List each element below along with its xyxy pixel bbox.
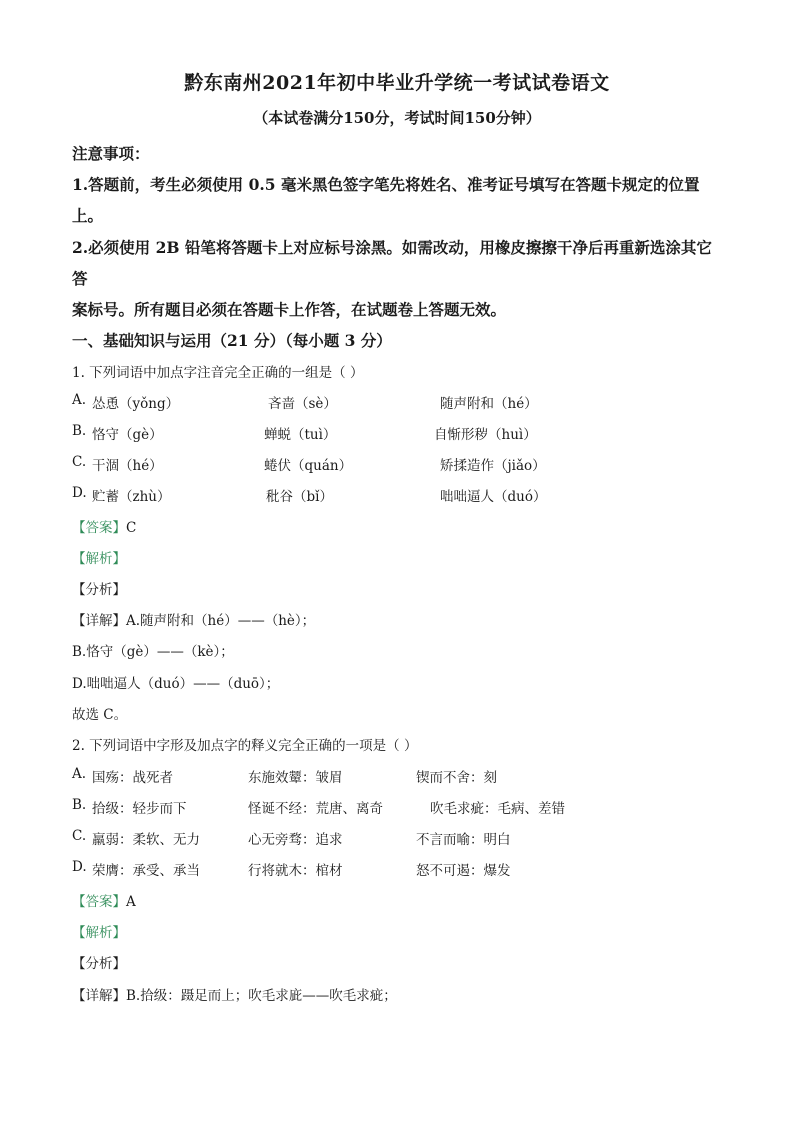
option-item: 吝啬（sè） [268,396,337,412]
option-letter: D. [72,859,87,875]
question-1-jiexi-tag: 【解析】 [72,551,126,567]
option-item: 东施效颦：皱眉 [248,770,343,786]
notes-item-2-cont: 答 [72,269,88,288]
option-letter: A. [72,766,87,782]
option-item: 怂恿（yǒng） [92,396,180,412]
option-item: 心无旁骛：追求 [248,832,343,848]
option-item: 拾级：轻步而下 [92,801,187,817]
option-letter: A. [72,392,87,408]
section-heading: 一、基础知识与运用（21 分）（每小题 3 分） [72,331,392,350]
option-item: 咄咄逼人（duó） [440,489,547,505]
question-2-detail [72,984,397,1004]
option-item: 恪守（gè） [92,427,163,443]
option-item: 秕谷（bǐ） [266,489,333,505]
notes-item-2: 2.必须使用 2B 铅笔将答题卡上对应标号涂黑。如需改动，用橡皮擦擦干净后再重新选涂其它 [72,238,712,257]
option-letter: B. [72,423,87,439]
option-item: 行将就木：棺材 [248,863,343,879]
detail-text: A.随声附和（hé）——（hè）； [126,613,316,629]
detail-tag: 【详解】 [72,988,126,1004]
answer-tag: 【答案】 [72,894,126,910]
option-item: 矫揉造作（jiǎo） [440,458,546,474]
option-letter: C. [72,454,87,470]
question-1-conclusion: 故选 C。 [72,707,128,723]
option-item: 随声附和（hé） [440,396,538,412]
option-item: 干涸（hé） [92,458,163,474]
question-1-detail-3: D.咄咄逼人（duó）——（duō）； [72,676,280,692]
question-1-stem: 1. 下列词语中加点字注音完全正确的一组是（ ） [72,365,364,381]
page-subtitle: （本试卷满分150分，考试时间150分钟） [253,109,541,127]
notes-item-1: 1.答题前，考生必须使用 0.5 毫米黑色签字笔先将姓名、准考证号填写在答题卡规定的位置 [72,175,700,194]
notes-heading: 注意事项： [72,144,150,163]
detail-text: B.拾级：蹑足而上；吹毛求庛——吹毛求疵； [126,988,397,1004]
question-2-jiexi-tag: 【解析】 [72,925,126,941]
option-item: 羸弱：柔软、无力 [92,832,200,848]
option-letter: C. [72,828,87,844]
notes-item-2-cont2: 案标号。所有题目必须在答题卡上作答，在试题卷上答题无效。 [72,300,507,319]
question-2-stem: 2. 下列词语中字形及加点字的释义完全正确的一项是（ ） [72,738,418,754]
option-item: 锲而不舍：刻 [416,770,497,786]
question-1-answer [72,516,136,536]
question-1-fenxi-tag: 【分析】 [72,582,126,598]
option-item: 怪诞不经：荒唐、离奇 [248,801,383,817]
option-item: 不言而喻：明白 [416,832,511,848]
option-item: 吹毛求疵：毛病、差错 [430,801,565,817]
notes-item-1-cont: 上。 [72,206,104,225]
answer-tag: 【答案】 [72,520,126,536]
answer-value: C [126,520,137,536]
option-item: 怒不可遏：爆发 [416,863,511,879]
question-1-detail-2: B.恪守（gè）——（kè）； [72,644,234,660]
option-letter: B. [72,797,87,813]
page-title: 黔东南州2021年初中毕业升学统一考试试卷语文 [184,72,610,94]
option-item: 蝉蜕（tuì） [264,427,337,443]
option-item: 自惭形秽（huì） [434,427,537,443]
answer-value: A [126,894,136,910]
option-item: 蜷伏（quán） [264,458,353,474]
option-letter: D. [72,485,87,501]
option-item: 贮蓄（zhù） [92,489,171,505]
option-item: 国殇：战死者 [92,770,173,786]
question-2-answer [72,890,136,910]
option-item: 荣膺：承受、承当 [92,863,200,879]
question-2-fenxi-tag: 【分析】 [72,956,126,972]
question-1-detail [72,609,315,629]
detail-tag: 【详解】 [72,613,126,629]
